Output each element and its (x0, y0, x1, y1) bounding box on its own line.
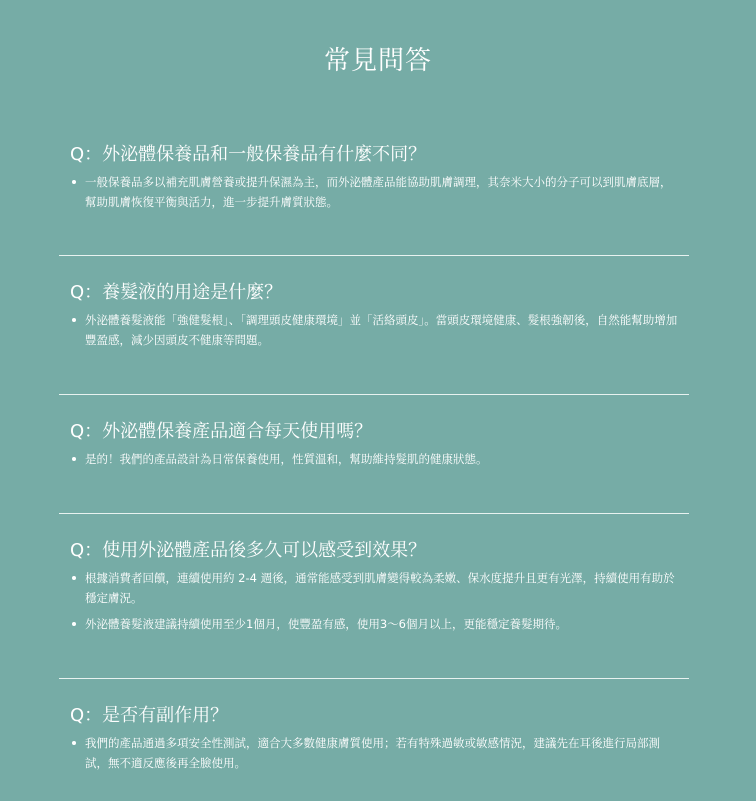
page-title: 常見問答 (323, 46, 432, 76)
faq-question: Q：外泌體保養產品適合每天使用嗎？ (70, 421, 373, 442)
faq-item (59, 395, 689, 514)
faq-answer: 是的！我們的產品設計為日常保養使用，性質溫和，幫助維持髮肌的健康狀態。 (85, 449, 689, 469)
faq-question: Q：外泌體保養品和一般保養品有什麼不同？ (70, 144, 427, 165)
faq-item (59, 514, 689, 679)
faq-item (59, 256, 689, 395)
faq-item (59, 679, 689, 789)
faq-answer-list (59, 310, 689, 350)
faq-question: Q：使用外泌體產品後多久可以感受到效果？ (70, 540, 427, 561)
faq-item (59, 112, 689, 256)
faq-answer-list (59, 733, 689, 773)
faq-answer: 我們的產品通過多項安全性測試，適合大多數健康膚質使用；若有特殊過敏或敏感情況，建議先在耳後進行局部測試，無不適反應後再全臉使用。 (85, 733, 689, 773)
faq-answer: 外泌體養髮液建議持續使用至少1個月，使豐盈有感，使用3～6個月以上，更能穩定養髮期待。 (85, 614, 689, 634)
faq-question: Q：養髮液的用途是什麼？ (70, 282, 283, 303)
faq-list (59, 112, 689, 789)
faq-answer-list (59, 568, 689, 634)
faq-answer: 外泌體養髮液能「強健髮根」、「調理頭皮健康環境」並「活絡頭皮」。當頭皮環境健康、髮根強韌後，自然能幫助增加豐盈感，減少因頭皮不健康等問題。 (85, 310, 689, 350)
faq-answer-list (59, 449, 689, 469)
faq-question: Q：是否有副作用？ (70, 705, 229, 726)
faq-answer: 根據消費者回饋，連續使用約 2-4 週後，通常能感受到肌膚變得較為柔嫩、保水度提升且更有光澤，持續使用有助於穩定膚況。 (85, 568, 689, 608)
faq-answer: 一般保養品多以補充肌膚營養或提升保濕為主，而外泌體產品能協助肌膚調理，其奈米大小的分子可以到肌膚底層，幫助肌膚恢復平衡與活力，進一步提升膚質狀態。 (85, 172, 689, 212)
faq-answer-list (59, 172, 689, 212)
